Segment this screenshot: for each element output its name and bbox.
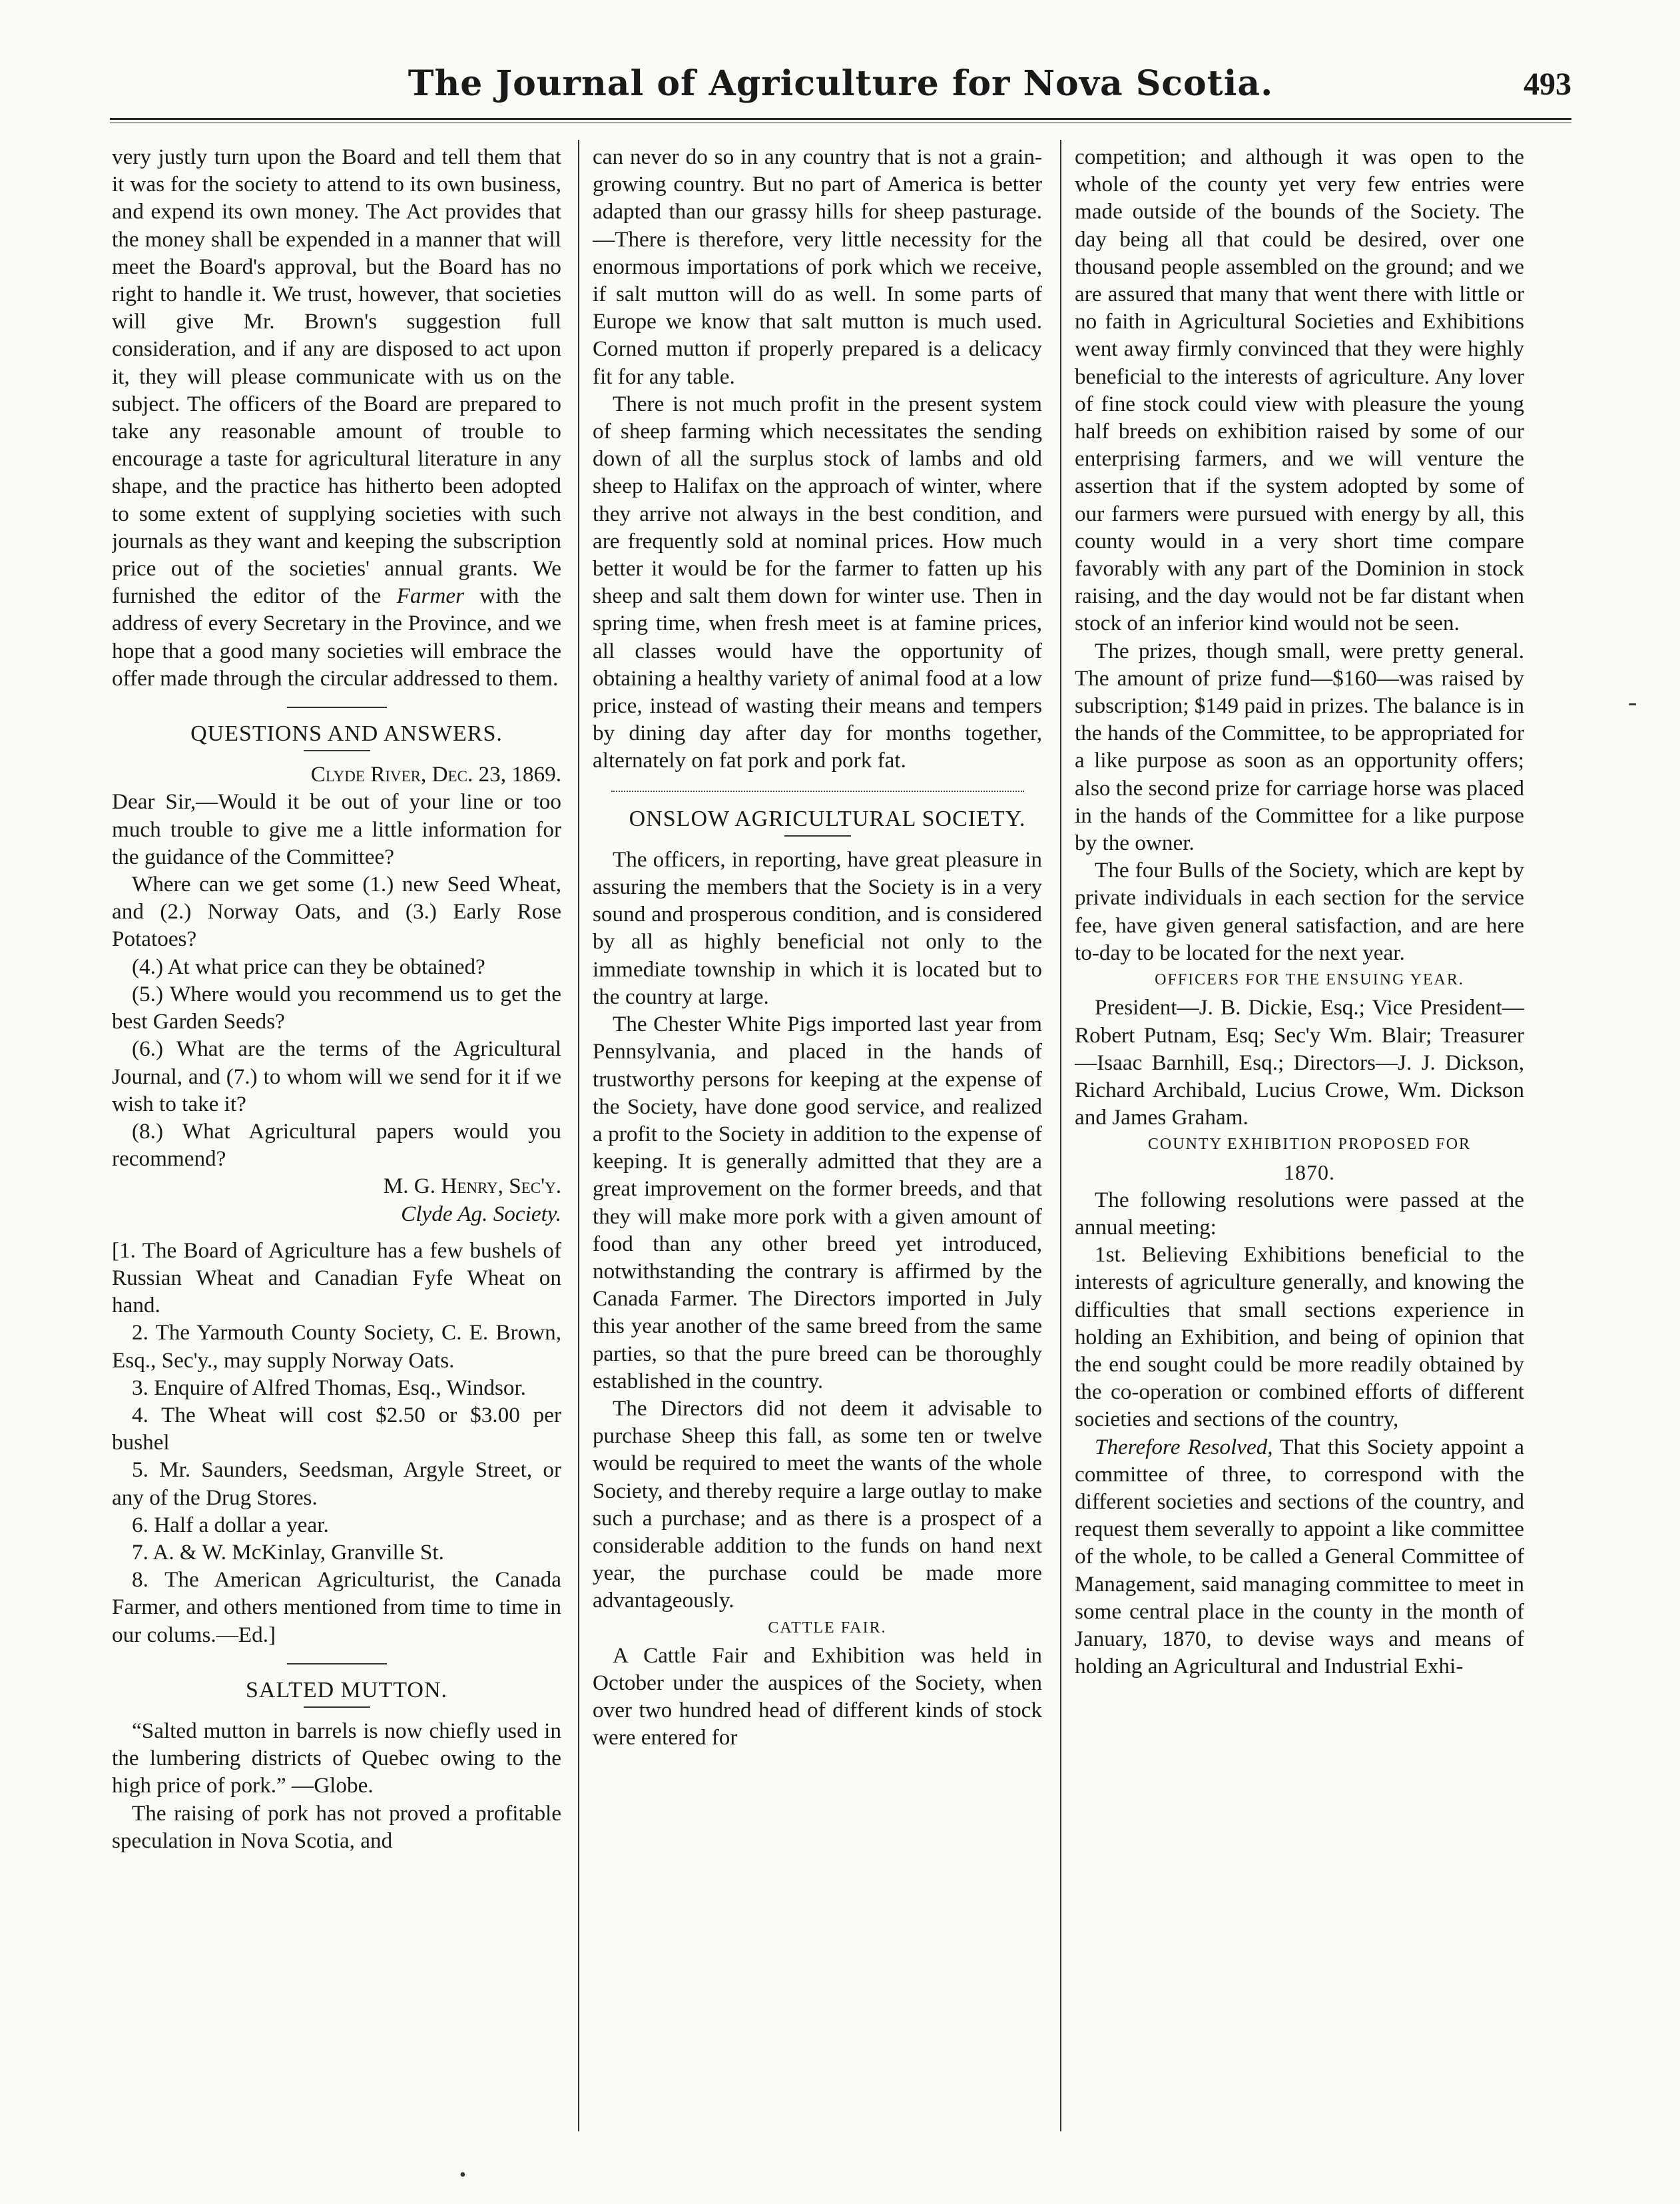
answer: 5. Mr. Saunders, Seedsman, Argyle Street, or any of the Drug Stores.: [112, 1457, 561, 1510]
paragraph: competition; and although it was open to the whole of the county yet very few entries were made outside of the bounds of the Society. The day being all that could be desired, over one thousand people assembled on the ground; and we are assured that many that went there with little or no faith in Agricultural Societies and Exhibitions went away firmly convinced that they were highly beneficial to the interests of agriculture. Any lover of fine stock could view with pleasure the young half breeds on exhibition raised by some of our enterprising farmers, and we will venture the assertion that if the system adopted by some of our farmers were pursued with energy by all, this county would in a very short time compare favorably with any part of the Dominion in stock raising, and the day would not be far distant when stock of an inferior kind would not be seen.: [1075, 145, 1524, 636]
question: (4.) At what price can they be obtained?: [132, 954, 485, 979]
paragraph: The following resolutions were passed at the annual meeting:: [1075, 1187, 1524, 1240]
subsection-heading: COUNTY EXHIBITION PROPOSED FOR: [1147, 1136, 1472, 1154]
answer: 4. The Wheat will cost $2.50 or $3.00 per bushel: [112, 1402, 561, 1455]
subsection-heading: OFFICERS FOR THE ENSUING YEAR.: [1155, 971, 1464, 989]
italic-text: Therefore Resolved,: [1095, 1434, 1273, 1459]
column-divider: [578, 140, 579, 2131]
margin-mark: •: [459, 2165, 466, 2185]
answer: 2. The Yarmouth County Society, C. E. Brown, Esq., Sec'y., may supply Norway Oats.: [112, 1320, 561, 1373]
answer: 6. Half a dollar a year.: [132, 1512, 329, 1537]
section-rule: [287, 707, 387, 708]
question: (6.) What are the terms of the Agricultural Journal, and (7.) to whom will we send for it if we wish to take it?: [112, 1036, 561, 1116]
section-rule: [784, 835, 851, 837]
header-rule: [110, 118, 1571, 123]
subsection-heading-year: 1870.: [1284, 1160, 1335, 1184]
paragraph: There is not much profit in the present system of sheep farming which necessitates the sending down of all the surplus stock of lambs and old sheep to Halifax on the approach of winter, where they arrive not always in the best condition, and are frequently sold at nominal prices. How much better it would be for the farmer to fatten up his sheep and salt them down for winter use. Then in spring time, when fresh meet is at famine prices, all classes would have the opportunity of obtaining a healthy variety of animal food at a low price, instead of wasting their means and tempers by dining day after day for months together, alternately on fat pork and pork fat.: [593, 391, 1042, 773]
column-middle: [593, 143, 1042, 2135]
quotation: “Salted mutton in barrels is now chiefly used in the lumbering districts of Quebec owing to the high price of pork.” —Globe.: [112, 1718, 561, 1798]
paragraph-text: very justly turn upon the Board and tell them that it was for the society to attend to its own business, and expend its own money. The Act provides that the money shall be expended in a manner that will meet the Board's approval, but the Board has no right to handle it. We trust, however, that societies will give Mr. Brown's suggestion full consideration, and if any are disposed to act upon it, they will please communicate with us on the subject. The officers of the Board are prepared to take any reasonable amount of trouble to encourage a taste for agricultural literature in any shape, and the practice has hitherto been adopted to some extent of supplying societies with such journals as they want and keeping the subscription price out of the societies' annual grants. We furnished the editor of the: [112, 145, 561, 609]
section-rule: [611, 791, 1024, 792]
section-heading: SALTED MUTTON.: [245, 1677, 448, 1702]
signature: M. G. Henry, Sec'y.: [383, 1174, 561, 1199]
answer: 8. The American Agriculturist, the Canada Farmer, and others mentioned from time to time in our colums.—Ed.]: [112, 1567, 561, 1647]
answer: 3. Enquire of Alfred Thomas, Esq., Windsor.: [132, 1375, 526, 1400]
section-rule: [304, 1706, 370, 1708]
paragraph: The four Bulls of the Society, which are kept by private individuals in each section for the service fee, have given general satisfaction, and are here to-day to be located for the next year.: [1075, 858, 1524, 965]
paragraph: [1075, 1433, 1524, 1680]
section-rule: [304, 750, 370, 751]
page-header: [110, 57, 1571, 123]
italic-text: Farmer: [396, 583, 465, 609]
paragraph-text: with the address of every Secretary in the Province, and we hope that a good many societies will embrace the offer made through the circular addressed to them.: [112, 583, 561, 691]
paragraph-text: That this Society appoint a committee of three, to correspond with the different societies and sections of the country, and request them severally to appoint a like committee of the whole, to be called a General Committee of Management, said managing committee to meet in some central place in the county in the month of January, 1870, to devise ways and means of holding an Agricultural and Industrial Exhi-: [1075, 1434, 1524, 1679]
paragraph: A Cattle Fair and Exhibition was held in October under the auspices of the Society, when over two hundred head of different kinds of stock were entered for: [593, 1643, 1042, 1750]
paragraph: 1st. Believing Exhibitions beneficial to the interests of agriculture generally, and knowing the difficulties that small sections experience in holding an Exhibition, and being of opinion that the end sought could be more readily obtained by the co-operation or combined efforts of different societies and sections of the country,: [1075, 1242, 1524, 1432]
question: Where can we get some (1.) new Seed Wheat, and (2.) Norway Oats, and (3.) Early Rose Potatoes?: [112, 872, 561, 952]
answer: [1. The Board of Agriculture has a few bushels of Russian Wheat and Canadian Fyfe Wheat on hand.: [112, 1238, 561, 1318]
section-rule: [287, 1663, 387, 1664]
paragraph: The raising of pork has not proved a profitable speculation in Nova Scotia, and: [112, 1800, 561, 1853]
subsection-heading: CATTLE FAIR.: [768, 1619, 887, 1637]
paragraph: The officers, in reporting, have great pleasure in assuring the members that the Society is in a very sound and prosperous condition, and is considered by all as highly beneficial not only to the immediate township in which it is located but to the country at large.: [593, 847, 1042, 1009]
page-number: 493: [1524, 67, 1571, 102]
column-right: [1075, 143, 1524, 2135]
running-title: The Journal of Agriculture for Nova Scotia.: [408, 63, 1274, 104]
question: Dear Sir,—Would it be out of your line or too much trouble to give me a little information for the guidance of the Committee?: [112, 789, 561, 869]
paragraph: The prizes, though small, were pretty general. The amount of prize fund—$160—was raised by subscription; $149 paid in prizes. The balance is in the hands of the Committee, to be appropriated for a like purpose as soon as an opportunity offers; also the second prize for carriage horse was placed in the hands of the Committee for a like purpose by the owner.: [1075, 638, 1524, 856]
paragraph: The Chester White Pigs imported last year from Pennsylvania, and placed in the hands of trustworthy persons for keeping at the expense of the Society, have done good service, and realized a profit to the Society in addition to the expense of keeping. It is generally admitted that they are a great improvement on the former breeds, and that they will make more pork with a given amount of food than any other breed yet introduced, notwithstanding the contrary is affirmed by the Canada Farmer. The Directors imported in July this year another of the same breed from the same parties, so that the pure breed can be thoroughly established in the country.: [593, 1012, 1042, 1393]
paragraph: President—J. B. Dickie, Esq.; Vice President—Robert Putnam, Esq; Sec'y Wm. Blair; Treasurer—Isaac Barnhill, Esq.; Directors—J. J. Dickson, Richard Archibald, Lucius Crowe, Wm. Dickson and James Graham.: [1075, 995, 1524, 1130]
paragraph: The Directors did not deem it advisable to purchase Sheep this fall, as some ten or twelve would be required to meet the wants of the whole Society, and thereby require a large outlay to make such a purchase; and as there is a prospect of a considerable addition to the funds on hand next year, the purchase could be made more advantageously.: [593, 1395, 1042, 1613]
section-heading: QUESTIONS AND ANSWERS.: [190, 721, 503, 747]
column-divider: [1060, 140, 1061, 2131]
margin-mark: -: [1628, 687, 1637, 717]
question: (8.) What Agricultural papers would you recommend?: [112, 1118, 561, 1172]
column-left: [112, 143, 561, 2135]
dateline: Clyde River, Dec. 23, 1869.: [310, 762, 561, 787]
question: (5.) Where would you recommend us to get the best Garden Seeds?: [112, 981, 561, 1034]
paragraph: [112, 143, 561, 692]
answer: 7. A. & W. McKinlay, Granville St.: [132, 1539, 444, 1565]
paragraph: can never do so in any country that is not a grain-growing country. But no part of America is better adapted than our grassy hills for sheep pasturage.—There is therefore, very little necessity for the enormous importations of pork which we receive, if salt mutton will do as well. In some parts of Europe we know that salt mutton is much used. Corned mutton if properly prepared is a delicacy fit for any table.: [593, 145, 1042, 389]
signature-society: Clyde Ag. Society.: [401, 1201, 561, 1226]
section-heading: ONSLOW AGRICULTURAL SOCIETY.: [629, 806, 1026, 831]
